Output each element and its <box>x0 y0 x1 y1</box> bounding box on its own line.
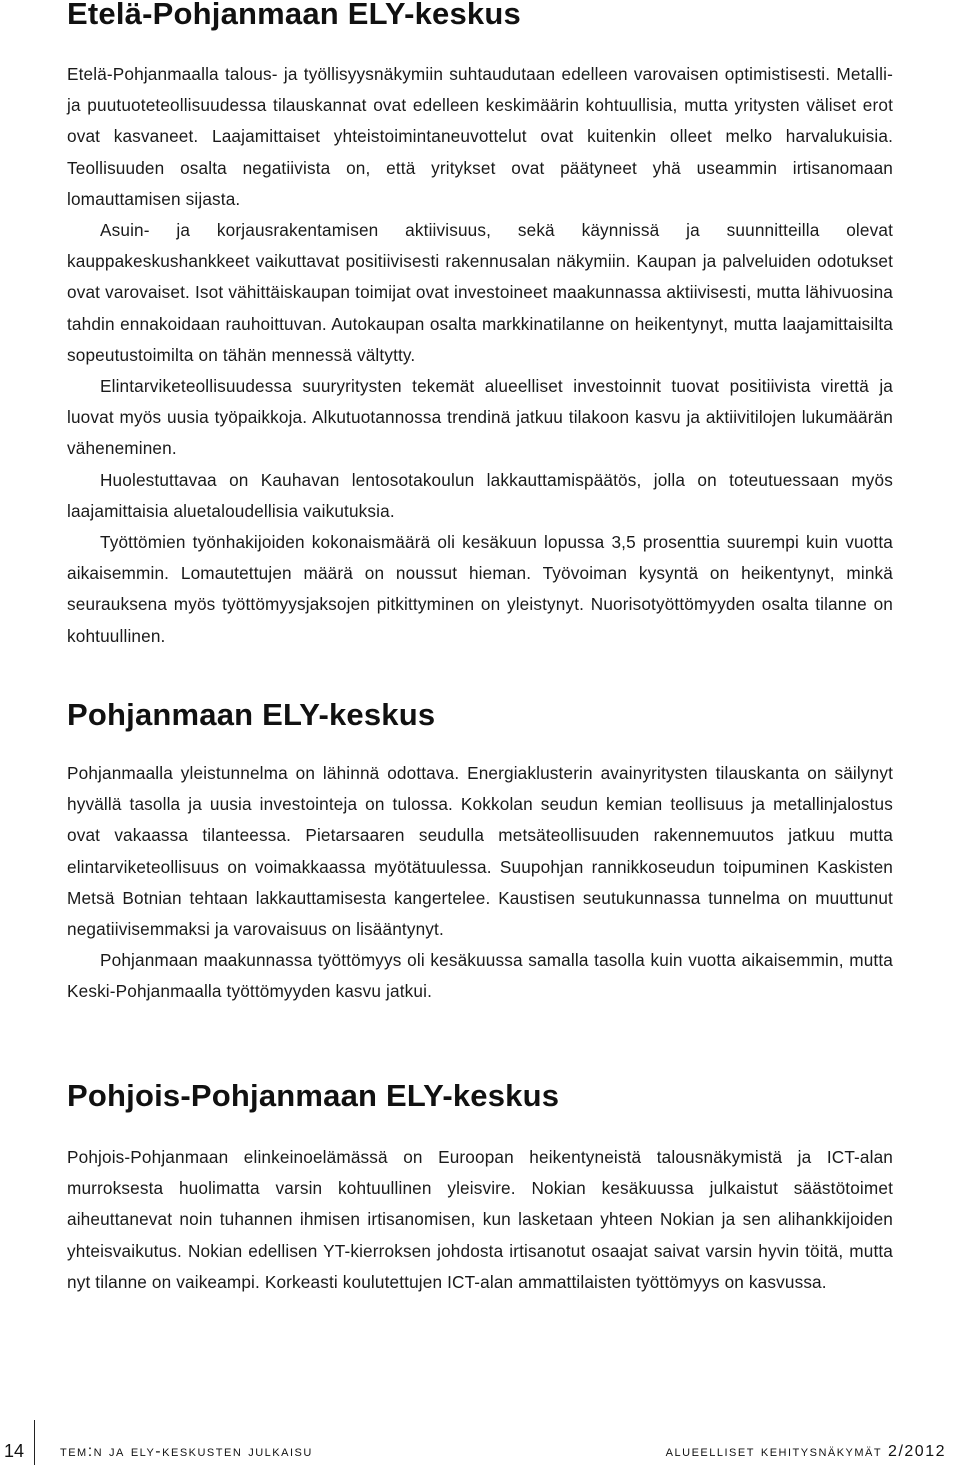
section-heading: Etelä-Pohjanmaan ELY-keskus <box>67 0 521 31</box>
page-footer <box>0 1420 960 1465</box>
paragraph: Etelä-Pohjanmaalla talous- ja työllisyysnäkymiin suhtaudutaan edelleen varovaisen optimistisesti. Metalli- ja puutuoteteollisuudessa tilauskannat ovat edelleen keskimäärin kohtuullisia, mutta yritysten väliset erot ovat kasvaneet. Laajamittaiset yhteistoimintaneuvottelut ovat kuitenkin olleet melko harvalukuisia. Teollisuuden osalta negatiivista on, että yritykset ovat päätyneet yhä useammin irtisanomaan lomauttamisen sijasta. <box>67 64 893 209</box>
paragraph: Elintarviketeollisuudessa suuryritysten tekemät alueelliset investoinnit tuovat positiivista virettä ja luovat myös uusia työpaikkoja. Alkutuotannossa trendinä jatkuu tilakoon kasvu ja aktiivitilojen lukumäärän väheneminen. <box>67 376 893 459</box>
section-heading: Pohjois-Pohjanmaan ELY-keskus <box>67 1078 560 1113</box>
paragraph: Asuin- ja korjausrakentamisen aktiivisuus, sekä käynnissä ja suunnitteilla olevat kauppakeskushankkeet vaikuttavat positiivisesti rakennusalan näkymiin. Kaupan ja palveluiden odotukset ovat varovaiset. Isot vähittäiskaupan toimijat ovat investoineet maakunnassa aktiivisesti, mutta lähivuosina tahdin ennakoidaan rauhoittuvan. Autokaupan osalta markkinatilanne on heikentynyt, mutta laajamittaisilta sopeutustoimilta on tähän mennessä vältytty. <box>67 220 893 365</box>
paragraph: Pohjanmaan maakunnassa työttömyys oli kesäkuussa samalla tasolla kuin vuotta aikaisemmin, mutta Keski-Pohjanmaalla työttömyyden kasvu jatkui. <box>67 950 893 1002</box>
paragraph: Pohjanmaalla yleistunnelma on lähinnä odottava. Energiaklusterin avainyritysten tilauskanta on säilynyt hyvällä tasolla ja uusia investointeja on tulossa. Kokkolan seudun kemian teollisuus ja metallinjalostus ovat vakaassa tilanteessa. Pietarsaaren seudulla metsäteollisuuden rakennemuutos jatkuu mutta elintarviketeollisuus on voimakkaassa myötätuulessa. Suupohjan rannikkoseudun toipuminen Kaskisten Metsä Botnian tehtaan lakkauttamisesta kangertelee. Kaustisen seutukunnassa tunnelma on muuttunut negatiivisemmaksi ja varovaisuus on lisääntynyt. <box>67 763 893 940</box>
publication-series: tem:n ja ely-keskusten julkaisu <box>60 1443 313 1460</box>
page-number: 14 <box>3 1441 24 1461</box>
section-body <box>67 1142 893 1298</box>
section-heading: Pohjanmaan ELY-keskus <box>67 697 436 732</box>
publication-title: alueelliset kehitysnäkymät 2/2012 <box>665 1443 946 1460</box>
paragraph: Pohjois-Pohjanmaan elinkeinoelämässä on Euroopan heikentyneistä talousnäkymistä ja ICT-alan murroksesta huolimatta varsin kohtuullinen yleisvire. Nokian kesäkuussa julkaistut säästötoimet aiheuttanevat noin tuhannen ihmisen irtisanomisen, kun lasketaan yhteen Nokian ja sen alihankkijoiden yhteisvaikutus. Nokian edellisen YT-kierroksen johdosta irtisanotut osaajat saivat varsin hyvin töitä, mutta nyt tilanne on vaikeampi. Korkeasti koulutettujen ICT-alan ammattilaisten työttömyys on kasvussa. <box>67 1147 893 1292</box>
section-body <box>67 59 893 652</box>
section-pohjois-pohjanmaa <box>67 1078 893 1292</box>
section-etela-pohjanmaa <box>67 0 893 646</box>
section-body <box>67 758 893 1008</box>
section-pohjanmaa <box>67 697 893 1002</box>
paragraph: Työttömien työnhakijoiden kokonaismäärä oli kesäkuun lopussa 3,5 prosenttia suurempi kuin vuotta aikaisemmin. Lomautettujen määrä on noussut hieman. Työvoiman kysyntä on heikentynyt, minkä seurauksena myös työttömyysjaksojen pitkittyminen on yleistynyt. Nuorisotyöttömyyden osalta tilanne on kohtuullinen. <box>67 532 893 646</box>
paragraph: Huolestuttavaa on Kauhavan lentosotakoulun lakkauttamispäätös, jolla on toteutuessaan myös laajamittaisia aluetaloudellisia vaikutuksia. <box>67 469 893 521</box>
footer-divider <box>34 1420 35 1465</box>
